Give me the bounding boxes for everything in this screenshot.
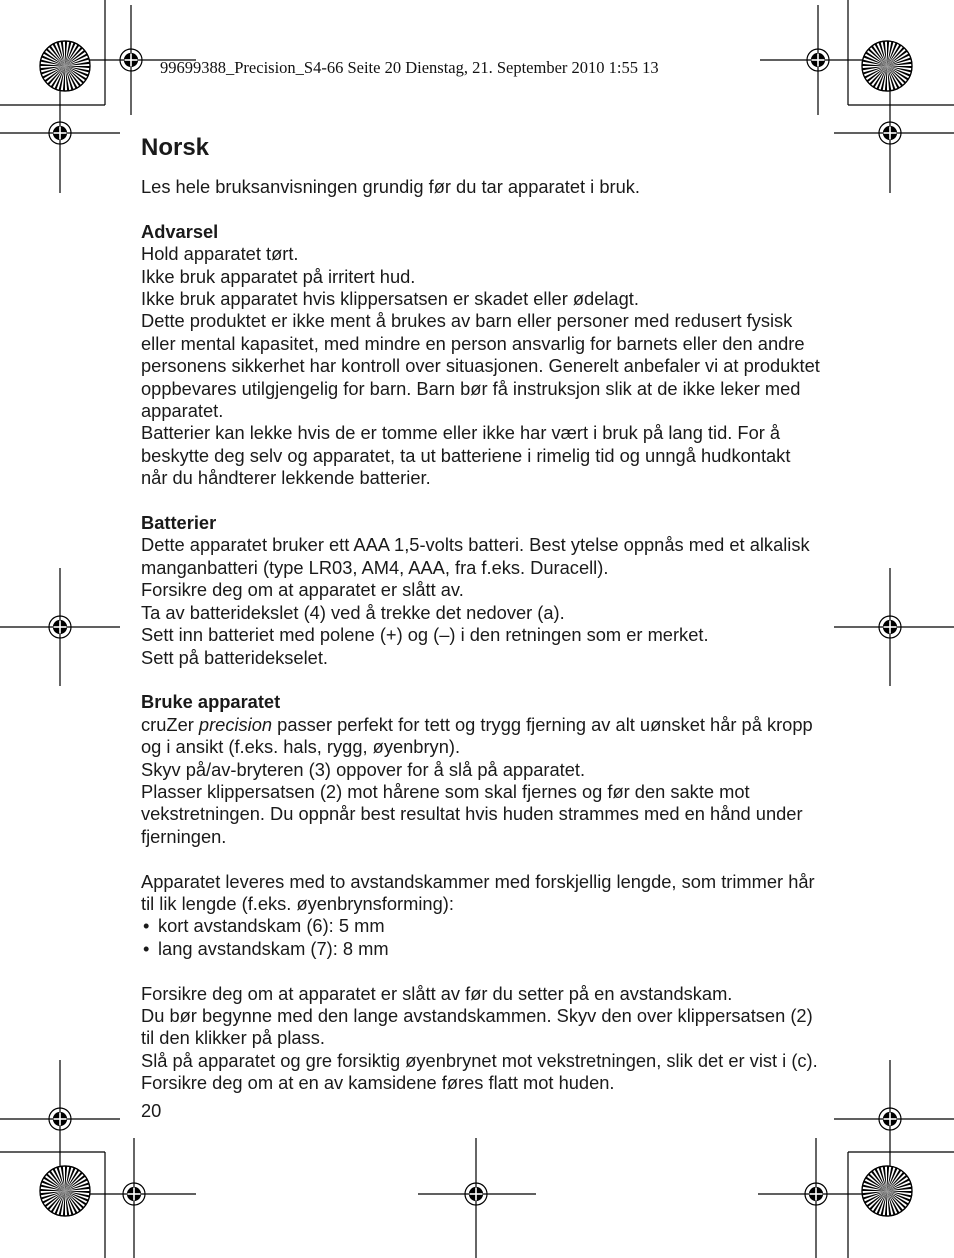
warning-line: Hold apparatet tørt. (141, 243, 299, 265)
warning-line: Batterier kan lekke hvis de er tomme eller ikke har vært i bruk på lang tid. For å beskytte deg selv og apparatet, ta ut batteriene i rimelig tid og unngå hudkontakt når du håndterer lekkende batterier. (141, 422, 791, 489)
list-item: • kort avstandskam (6): 5 mm (141, 915, 821, 937)
page-number: 20 (141, 1100, 162, 1121)
warning-section (141, 221, 821, 490)
batteries-section (141, 512, 821, 669)
warning-line: Dette produktet er ikke ment å brukes av barn eller personer med redusert fysisk eller mental kapasitet, med mindre en person ansvarlig for barnets eller den andre personens sikkerhet har kontroll over situasjonen. Generelt anbefaler vi at produktet oppbevares utilgjengelig for barn. Barn bør få instruksjon slik at de ikke leker med apparatet. (141, 310, 820, 422)
usage-line: Skyv på/av-bryteren (3) oppover for å slå på apparatet. (141, 758, 586, 780)
page-title: Norsk (141, 134, 210, 161)
spacer (141, 960, 821, 982)
spacer (141, 848, 821, 870)
usage-final-line: Forsikre deg om at apparatet er slått av før du setter på en avstandskam. (141, 982, 733, 1004)
combs-list (141, 915, 821, 960)
print-slug-header: 99699388_Precision_S4-66 Seite 20 Dienstag, 21. September 2010 1:55 13 (160, 58, 659, 77)
usage-line: Plasser klippersatsen (2) mot hårene som skal fjernes og før den sakte mot vekstretningen. Du oppnår best resultat hvis huden strammes med en hånd under fjerningen. (141, 780, 803, 847)
main-content (141, 132, 821, 1095)
brand-description: passer perfekt for tett og trygg fjerning av alt uønsket hår på kropp og i ansikt (f.eks. hals, rygg, øyenbryn). (141, 713, 813, 758)
warning-line: Ikke bruk apparatet på irritert hud. (141, 265, 416, 287)
usage-section (141, 691, 821, 1094)
intro-text: Les hele bruksanvisningen grundig før du tar apparatet i bruk. (141, 176, 640, 197)
batteries-line: Sett på batteridekselet. (141, 646, 328, 668)
usage-final-line: Slå på apparatet og gre forsiktig øyenbrynet mot vekstretningen, slik det er vist i (c). Forsikre deg om at en av kamsidene føres flatt mot huden. (141, 1049, 818, 1094)
batteries-line: Sett inn batteriet med polene (+) og (–) i den retningen som er merket. (141, 624, 709, 646)
combs-intro: Apparatet leveres med to avstandskammer med forskjellig lengde, som trimmer hår til lik lengde (f.eks. øyenbrynsforming): (141, 870, 815, 914)
warning-heading: Advarsel (141, 220, 219, 242)
batteries-line: Forsikre deg om at apparatet er slått av. (141, 579, 464, 601)
batteries-line: Ta av batteridekslet (4) ved å trekke det nedover (a). (141, 601, 565, 623)
warning-line: Ikke bruk apparatet hvis klippersatsen er skadet eller ødelagt. (141, 288, 639, 310)
usage-final-line: Du bør begynne med den lange avstandskammen. Skyv den over klippersatsen (2) til den klikker på plass. (141, 1004, 813, 1049)
usage-brand-paragraph (141, 714, 821, 759)
list-item: • lang avstandskam (7): 8 mm (141, 938, 821, 960)
batteries-line: Dette apparatet bruker ett AAA 1,5-volts batteri. Best ytelse oppnås med et alkalisk manganbatteri (type LR03, AM4, AAA, fra f.eks. Duracell). (141, 534, 810, 578)
brand-name: cruZer (141, 713, 199, 735)
batteries-heading: Batterier (141, 512, 217, 534)
usage-heading: Bruke apparatet (141, 691, 281, 713)
brand-model: precision (198, 713, 273, 735)
